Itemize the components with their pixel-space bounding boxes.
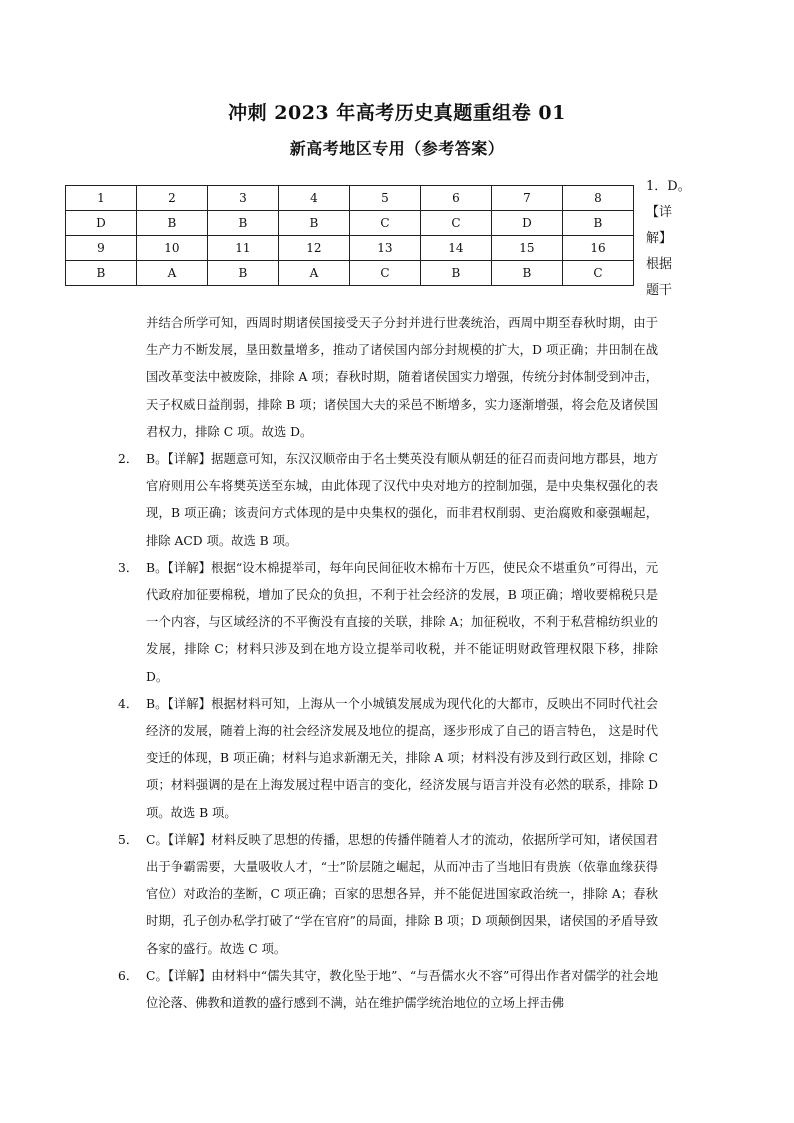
question-number-cell: 1 [66,186,137,211]
question-number-cell: 16 [562,236,633,261]
question-number-cell: 11 [207,236,278,261]
answer-cell: C [349,211,420,236]
side-note-line: 1．D。 [646,179,691,194]
question-number: 3． [118,560,139,575]
explanation-text: B。【详解】据题意可知，东汉汉顺帝由于名士樊英没有顺从朝廷的征召而责问地方郡县，地方官府则用公车将樊英送至东城，由此体现了汉代中央对地方的控制加强，是中央集权强化的表现，B 项正确；该责问方式体现的是中央集权的强化，而非君权削弱、吏治腐败和豪强崛起，排除 ACD 项。故选 B 项。 [146,452,658,548]
explanation-text: 并结合所学可知，西周时期诸侯国接受天子分封并进行世袭统治，西周中期至春秋时期，由于生产力不断发展，垦田数量增多，推动了诸侯国内部分封规模的扩大，D 项正确；井田制在战国改革变法中被废除，排除 A 项；春秋时期，随着诸侯国实力增强，传统分封体制受到冲击，天子权威日益削弱，排除 B 项；诸侯国大夫的采邑不断增多，实力逐渐增强，将会危及诸侯国君权力，排除 C 项。故选 D。 [146,316,658,439]
answer-cell: B [207,211,278,236]
answer-explanations [118,310,658,1017]
question-number: 4． [118,696,139,711]
side-note-line: 解】 [646,231,673,246]
question-number: 6． [118,968,139,983]
question-number-cell: 8 [562,186,633,211]
answer-4-paragraph [118,691,658,827]
page-subtitle: 新高考地区专用（参考答案） [289,139,505,158]
answer-2-paragraph [118,446,658,555]
answer-5-paragraph [118,827,658,963]
explanation-text: C。【详解】材料反映了思想的传播，思想的传播伴随着人才的流动，依据所学可知，诸侯国君出于争霸需要，大量吸收人才，“士”阶层随之崛起，从而冲击了当地旧有贵族（依靠血缘获得官位）对政治的垄断，C 项正确；百家的思想各异，并不能促进国家政治统一，排除 A；春秋时期，孔子创办私学打破了“学在官府”的局面，排除 B 项；D 项颠倒因果，诸侯国的矛盾导致各家的盛行。故选 C 项。 [146,832,658,956]
answer-cell: B [66,261,137,286]
answer-1-continuation [118,310,658,446]
table-row [66,236,634,261]
question-number-cell: 4 [278,186,349,211]
answer-cell: B [136,211,207,236]
answer-cell: C [562,261,633,286]
question-number-cell: 14 [420,236,491,261]
table-row [66,186,634,211]
side-note-line: 题干 [646,283,673,298]
question-number-cell: 7 [491,186,562,211]
question-number-cell: 15 [491,236,562,261]
question-number-cell: 3 [207,186,278,211]
answer-cell: C [420,211,491,236]
answer-cell: A [278,261,349,286]
question-number-cell: 2 [136,186,207,211]
answer-cell: B [207,261,278,286]
answer-table [65,185,634,286]
side-note-line: 根据 [646,257,673,272]
side-note-line: 【详 [646,205,673,220]
explanation-text: B。【详解】根据“设木棉提举司，每年向民间征收木棉布十万匹，使民众不堪重负”可得出，元代政府加征要棉税，增加了民众的负担，不利于社会经济的发展，B 项正确；增收要棉税只是一个内容，与区域经济的不平衡没有直接的关联，排除 A；加征税收，不利于私营棉纺织业的发展，排除 C；材料只涉及到在地方设立提举司收税，并不能证明财政管理权限下移，排除 D。 [146,560,658,684]
question-number-cell: 5 [349,186,420,211]
explanation-text: C。【详解】由材料中“儒失其守，教化坠于地”、“与吾儒水火不容”可得出作者对儒学的社会地位沦落、佛教和道教的盛行感到不满，站在维护儒学统治地位的立场上抨击佛 [146,968,658,1011]
question-number-cell: 9 [66,236,137,261]
question-number-cell: 10 [136,236,207,261]
answer-1-lead [646,174,690,304]
answer-cell: A [136,261,207,286]
page-title: 冲刺 2023 年高考历史真题重组卷 01 [228,102,566,124]
question-number: 2． [118,452,139,467]
table-row [66,211,634,236]
question-number-cell: 13 [349,236,420,261]
answer-cell: D [491,211,562,236]
question-number-cell: 6 [420,186,491,211]
table-row [66,261,634,286]
answer-3-paragraph [118,555,658,691]
answer-cell: D [66,211,137,236]
answer-cell: B [562,211,633,236]
answer-cell: C [349,261,420,286]
answer-cell: B [278,211,349,236]
answer-cell: B [420,261,491,286]
question-number: 5． [118,832,139,847]
answer-6-paragraph [118,963,658,1017]
explanation-text: B。【详解】根据材料可知，上海从一个小城镇发展成为现代化的大都市，反映出不同时代社会经济的发展，随着上海的社会经济发展及地位的提高，逐步形成了自己的语言特色， 这是时代变迁的体现，B 项正确；材料与追求新潮无关，排除 A 项；材料没有涉及到行政区划，排除 C 项；材料强调的是在上海发展过程中语言的变化，经济发展与语言并没有必然的联系，排除 D 项。故选 B 项。 [146,696,658,820]
question-number-cell: 12 [278,236,349,261]
answer-cell: B [491,261,562,286]
